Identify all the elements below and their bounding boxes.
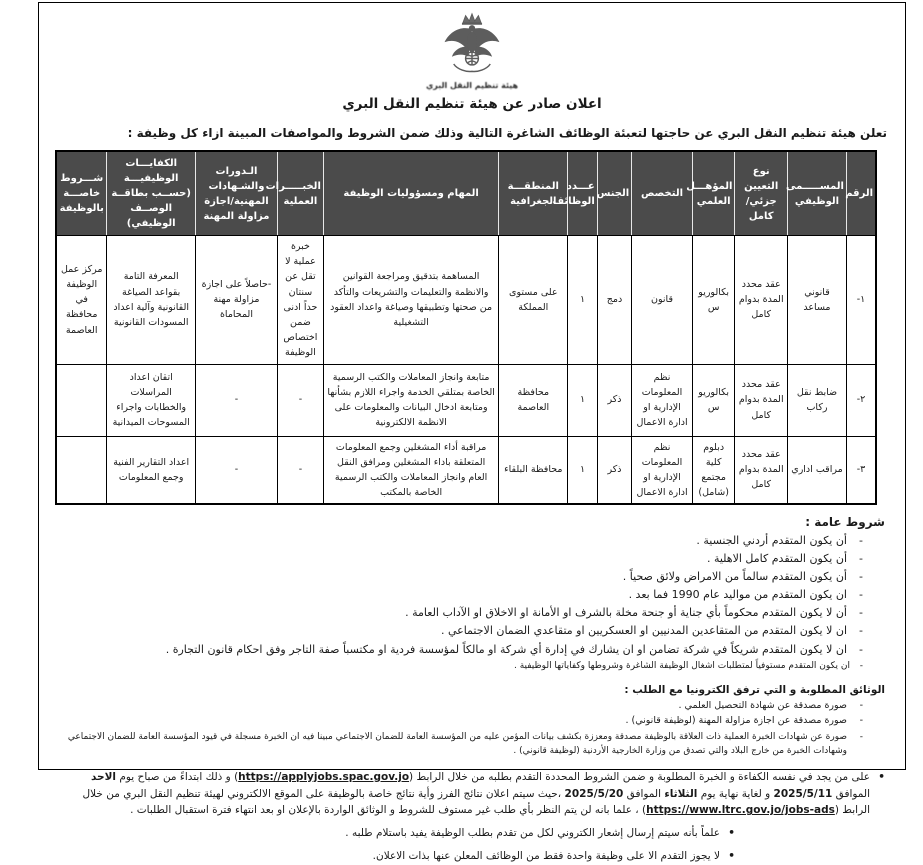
cell-geographic-area: محافظة البلقاء (499, 436, 568, 504)
apply-text: الموافق (623, 787, 665, 800)
col-header-experience: الخبـــــرات العملية (277, 151, 323, 236)
vacancies-table (55, 150, 877, 505)
col-header-competencies: الكفايـــات الوظيفيـــة (حســب بطاقــة الوصــف الوظيفي) (107, 151, 196, 236)
table-row-legal-assistant (56, 236, 876, 365)
end-day: الثلاثاء (664, 787, 698, 800)
condition-item: - ان يكون المتقدم من مواليد عام 1990 فما بعد . (55, 586, 863, 603)
cell-courses-certificates: -حاصلاً على اجازة مزاولة مهنة المحاماة (195, 236, 277, 365)
apply-text: الموافق (832, 787, 870, 800)
required-documents-heading: الوثائق المطلوبة و التي ترفق الكترونيا مع الطلب : (624, 683, 885, 696)
general-conditions-heading: شروط عامة : (805, 515, 885, 530)
cell-qualification: بكالوريوس (692, 364, 735, 436)
document-item: - صورة مصدقة عن شهادة التحصيل العلمي . (55, 699, 863, 714)
apply-text: ) و ذلك ابتداءً من صباح يوم (116, 770, 239, 783)
condition-item: - أن يكون المتقدم سالماً من الامراض ولائق صحياً . (55, 568, 863, 585)
table-row-administrative-monitor (56, 436, 876, 504)
condition-item: - أن يكون المتقدم كامل الاهلية . (55, 550, 863, 567)
col-header-geographic-area: المنطقـــة الجغرافية (499, 151, 568, 236)
document-item: - صورة مصدقة عن اجازة مزاولة المهنة (لوظيفة قانوني) . (55, 714, 863, 729)
cell-appointment-type: عقد محدد المدة بدوام كامل (735, 364, 787, 436)
cell-special-conditions (56, 436, 107, 504)
cell-specialization: نظم المعلومات الإدارية او ادارة الاعمال (632, 364, 693, 436)
cell-courses-certificates: - (195, 364, 277, 436)
cell-special-conditions (56, 364, 107, 436)
apply-text: على من يجد في نفسه الكفاءة و الخبرة المطلوبة و ضمن الشروط المحددة التقدم بطلبه من خلال الرابط ( (409, 770, 870, 783)
cell-experience: خبرة عملية لا تقل عن سنتان حداً ادنى ضمن اختصاص الوظيفة (277, 236, 323, 365)
cell-number: ٢- (846, 364, 876, 436)
application-instructions-list (55, 769, 885, 819)
table-header-row (56, 151, 876, 236)
cell-geographic-area: محافظة العاصمة (499, 364, 568, 436)
required-documents-section (55, 684, 885, 759)
col-header-job-title: المســـــمى الوظيفي (787, 151, 846, 236)
condition-item: - ان لا يكون المتقدم من المتقاعدين المدنيين او العسكريين او متقاعدي الضمان الاجتماعي . (55, 622, 863, 639)
cell-duties: متابعة وانجاز المعاملات والكتب الرسمية الخاصة بمتلقي الخدمة واجراء اللازم بشأنها ومتابعة ادخال البيانات والمعلومات على الانظمة الالكترونية (323, 364, 498, 436)
apply-text: ) ، علما بانه لن يتم النظر بأي طلب غير مستوف للشروط و الوثائق الواردة بالإعلان او بعد انتهاء فترة استقبال الطلبات . (130, 804, 647, 817)
col-header-number: الرقم (846, 151, 876, 236)
application-section (55, 769, 885, 865)
cell-courses-certificates: - (195, 436, 277, 504)
col-header-special-conditions: شـــروط خاصـــة بالوظيفة (56, 151, 107, 236)
note-item: • علماً بأنه سيتم إرسال إشعار الكتروني لكل من تقدم بطلب الوظيفة يفيد باستلام طلبه . (55, 825, 735, 842)
apply-text: ،حيث سيتم اعلان نتائج الفرز وأية نتائج خاصة بالوظيفة على الموقع الالكتروني لهيئة تنظيم النقل البري من خلال الرابط ( (82, 787, 870, 817)
col-header-appointment-type: نوع التعيين جزئي/كامل (735, 151, 787, 236)
cell-positions-count: ١ (568, 236, 598, 365)
cell-number: ٣- (846, 436, 876, 504)
start-day: الاحد (90, 770, 117, 783)
final-notes-list (55, 825, 735, 865)
start-date: 2025/5/11 (773, 787, 833, 800)
required-documents-list (55, 699, 863, 759)
col-header-positions-count: عـــدد الوظائف (568, 151, 598, 236)
cell-appointment-type: عقد محدد المدة بدوام كامل (735, 436, 787, 504)
cell-qualification: بكالوريوس (692, 236, 735, 365)
application-instructions (55, 769, 885, 819)
cell-competencies: المعرفة التامة بقواعد الصياغة القانونية وآلية اعداد المسودات القانونية (107, 236, 196, 365)
cell-number: ١- (846, 236, 876, 365)
cell-qualification: دبلوم كلية مجتمع (شامل) (692, 436, 735, 504)
apply-jobs-link[interactable]: https://applyjobs.spac.gov.jo (238, 770, 410, 783)
jordan-coat-of-arms-icon (426, 11, 518, 75)
cell-special-conditions: مركز عمل الوظيفة في محافظة العاصمة (56, 236, 107, 365)
page-title: اعلان صادر عن هيئة تنظيم النقل البري (342, 96, 602, 112)
cell-job-title: مراقب اداري (787, 436, 846, 504)
page-frame (38, 2, 906, 862)
note-item: • لا يجوز التقدم الا على وظيفة واحدة فقط من الوظائف المعلن عنها بذات الاعلان. (55, 848, 735, 865)
end-date: 2025/5/20 (564, 787, 624, 800)
cell-gender: ذكر (597, 364, 631, 436)
col-header-courses-certificates: الـدورات والشـهادات المهنية/اجازة مزاولة المهنة (195, 151, 277, 236)
announcement-intro: تعلن هيئة تنظيم النقل البري عن حاجتها لتعبئة الوظائف الشاغرة التالية وذلك ضمن الشروط والمواصفات المبينة ازاء كل وظيفة : (127, 126, 887, 140)
cell-job-title: ضابط نقل ركاب (787, 364, 846, 436)
cell-gender: دمج (597, 236, 631, 365)
cell-specialization: قانون (632, 236, 693, 365)
cell-specialization: نظم المعلومات الإدارية او ادارة الاعمال (632, 436, 693, 504)
table-row-passenger-transport-officer (56, 364, 876, 436)
cell-duties: المساهمة بتدقيق ومراجعة القوانين والانظمة والتعليمات والتشريعات والتأكد من صحتها وتطبيقها وصياغة واعداد العقود التشغيلية (323, 236, 498, 365)
general-conditions-section (55, 515, 885, 673)
document-header (49, 11, 895, 112)
cell-experience: - (277, 364, 323, 436)
cell-experience: - (277, 436, 323, 504)
condition-item: - أن لا يكون المتقدم محكوماً بأي جناية أو جنحة مخلة بالشرف او الأمانة او الاخلاق او الآداب العامة . (55, 604, 863, 621)
cell-job-title: قانوني مساعد (787, 236, 846, 365)
col-header-gender: الجنس (597, 151, 631, 236)
ltrc-jobs-ads-link[interactable]: https://www.ltrc.gov.jo/jobs-ads (646, 804, 835, 817)
cell-geographic-area: على مستوى المملكة (499, 236, 568, 365)
cell-gender: ذكر (597, 436, 631, 504)
general-conditions-list (55, 532, 863, 673)
cell-positions-count: ١ (568, 436, 598, 504)
col-header-specialization: التخصص (632, 151, 693, 236)
apply-text: و لغاية نهاية يوم (697, 787, 774, 800)
cell-competencies: اتقان اعداد المراسلات والخطابات واجراء المسوحات الميدانية (107, 364, 196, 436)
col-header-duties: المهام ومسؤوليات الوظيفة (323, 151, 498, 236)
cell-appointment-type: عقد محدد المدة بدوام كامل (735, 236, 787, 365)
cell-competencies: اعداد التقارير الفنية وجمع المعلومات (107, 436, 196, 504)
cell-duties: مراقبة أداء المشغلين وجمع المعلومات المتعلقة باداء المشغلين ومرافق النقل العام وانجاز المعاملات والكتب الرسمية الخاصة بالمكتب (323, 436, 498, 504)
cell-positions-count: ١ (568, 364, 598, 436)
col-header-qualification: المؤهـــل العلمي (692, 151, 735, 236)
document-item: - صورة عن شهادات الخبرة العملية ذات العلاقة بالوظيفة مصدقة ومعززة بكشف بيانات المؤمن عليه من المؤسسة العامة للضمان الاجتماعي مبينا فيه ان الخبرة مسجلة في قيود المؤسسة العامة للضمان الاجتماعي وشهادات الخبرة من خارج البلاد والتي تصدق من وزارة الخارجية الأردنية (لوظيفة قانوني) . (55, 730, 863, 759)
condition-item: - أن يكون المتقدم أردني الجنسية . (55, 532, 863, 549)
logo-calligraphy: هيئة تنظيم النقل البري (425, 81, 519, 90)
condition-item: - ان يكون المتقدم مستوفياً لمتطلبات اشغال الوظيفة الشاغرة وشروطها وكفاياتها الوظيفية . (55, 660, 863, 674)
condition-item: - ان لا يكون المتقدم شريكاً في شركة تضامن او ان يشارك في إدارة أي شركة او مالكاً لمؤسسة فردية او مكتسباً صفة التاجر وفق احكام قانون التجارة . (55, 641, 863, 658)
